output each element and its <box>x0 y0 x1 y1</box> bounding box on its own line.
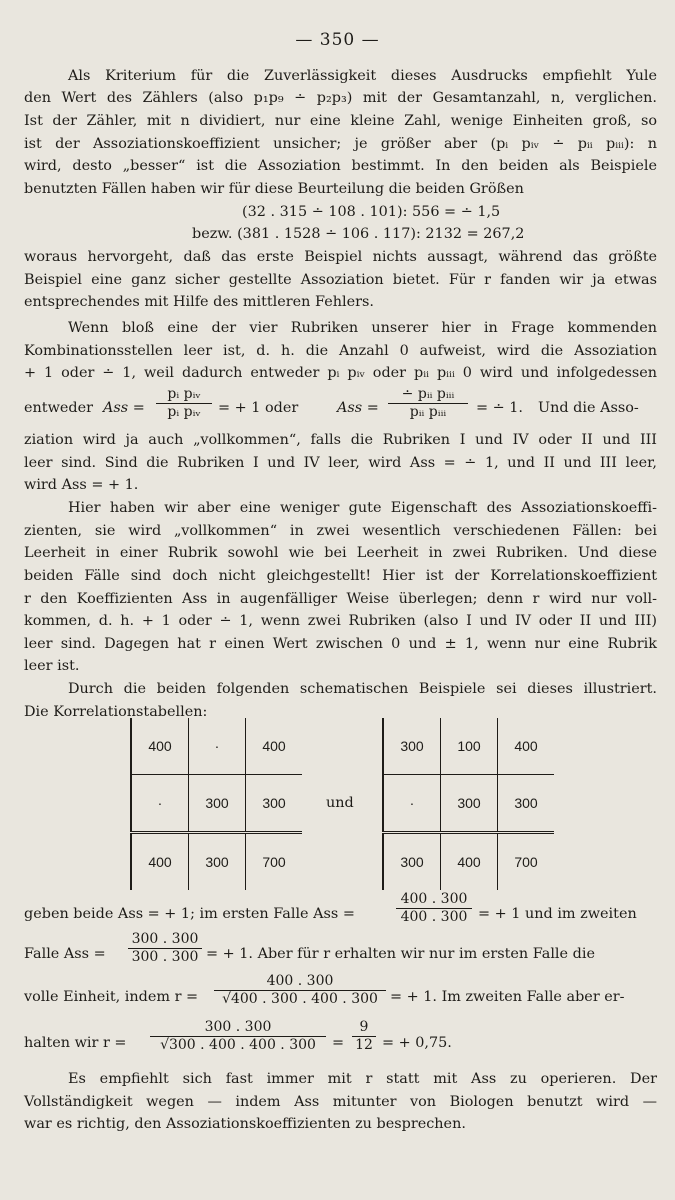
table-cell: · <box>131 775 189 833</box>
after-fraction-4-den: √300 . 400 . 400 . 300 <box>150 1036 326 1054</box>
para3-line: leer sind. Dagegen hat r einen Wert zwischen 0 und ± 1, wenn nur eine Rubrik <box>24 636 657 652</box>
table-cell: · <box>189 718 246 775</box>
para3-line: leer ist. <box>24 658 80 674</box>
para4-line: Durch die beiden folgenden schematischen Beispiele sei dieses illustriert. <box>68 681 657 697</box>
after-fraction-2-den: 300 . 300 <box>128 948 202 966</box>
after-line-2: Falle Ass = <box>24 946 106 962</box>
after-fraction-4-num: 300 . 300 <box>204 1019 272 1035</box>
after-fraction-1-num: 400 . 300 <box>400 891 468 907</box>
eq-fraction-1-num: pᵢ pᵢᵥ <box>167 386 201 402</box>
after-line-4-eq: = <box>332 1035 345 1051</box>
eq-fraction-2-num: ∸ pᵢᵢ pᵢᵢᵢ <box>401 386 455 402</box>
table-cell: 300 <box>498 775 555 833</box>
table-cell: 300 <box>383 833 441 891</box>
eq-fraction-2-den: pᵢᵢ pᵢᵢᵢ <box>388 403 468 421</box>
eq-ass-2: Ass = <box>337 400 379 416</box>
after-line-3: volle Einheit, indem r = <box>24 989 199 1005</box>
after-line-2-tail: = + 1. Aber für r erhalten wir nur im ersten Falle die <box>206 946 595 962</box>
eq-fraction-1-den: pᵢ pᵢᵥ <box>156 403 212 421</box>
para1-line: ist der Assoziationskoeffizient unsicher; je größer aber (pᵢ pᵢᵥ ∸ pᵢᵢ pᵢᵢᵢ): n <box>24 136 657 152</box>
eq-fraction-1 <box>156 386 212 421</box>
para3-line: Hier haben wir aber eine weniger gute Eigenschaft des Assoziationskoeffi- <box>68 500 657 516</box>
table-cell: 300 <box>441 775 498 833</box>
correlation-table-1 <box>130 718 302 890</box>
after-line-1: geben beide Ass = + 1; im ersten Falle Ass = <box>24 906 355 922</box>
para2b-line: leer sind. Sind die Rubriken I und IV leer, wird Ass = ∸ 1, und II und III leer, <box>24 455 657 471</box>
para1b-line: entsprechendes mit Hilfe des mittleren Fehlers. <box>24 294 374 310</box>
para2-line: Kombinationsstellen leer ist, d. h. die Anzahl 0 aufweist, wird die Assoziation <box>24 343 657 359</box>
para3-line: beiden Fälle sind doch nicht gleichgestellt! Hier ist der Korrelationskoeffizient <box>24 568 657 584</box>
eq-result-2: = ∸ 1. <box>476 400 523 416</box>
para5-line: Vollständigkeit wegen — indem Ass mitunter von Biologen benutzt wird — <box>24 1094 657 1110</box>
after-line-1-tail: = + 1 und im zweiten <box>478 906 637 922</box>
table-cell: 400 <box>441 833 498 891</box>
page-number: — 350 — <box>295 30 380 50</box>
table-cell: 700 <box>262 854 286 870</box>
eq-entweder: entweder <box>24 400 94 416</box>
para3-line: kommen, d. h. + 1 oder ∸ 1, wenn zwei Rubriken (also I und IV oder II und III) <box>24 613 657 629</box>
para2-line: Wenn bloß eine der vier Rubriken unserer hier in Frage kommenden <box>68 320 657 336</box>
table-cell: 300 <box>189 775 246 833</box>
para2b-line: wird Ass = + 1. <box>24 477 139 493</box>
after-fraction-5-num: 9 <box>359 1019 369 1035</box>
table-cell: · <box>383 775 441 833</box>
para5-line: Es empfiehlt sich fast immer mit r statt mit Ass zu operieren. Der <box>68 1071 657 1087</box>
para1-line: Als Kriterium für die Zuverlässigkeit dieses Ausdrucks empfiehlt Yule <box>68 68 657 84</box>
after-line-4: halten wir r = <box>24 1035 127 1051</box>
para5-line: war es richtig, den Assoziationskoeffizienten zu besprechen. <box>24 1116 466 1132</box>
para3-line: r den Koeffizienten Ass in augenfälliger Weise überlegen; denn r wird nur voll- <box>24 591 657 607</box>
after-fraction-3 <box>214 973 386 1008</box>
para3-line: zienten, sie wird „vollkommen“ in zwei wesentlich verschiedenen Fällen: bei <box>24 523 657 539</box>
table-cell: 100 <box>441 718 498 775</box>
para1-line: benutzten Fällen haben wir für diese Beurteilung die beiden Größen <box>24 181 524 197</box>
after-fraction-1-den: 400 . 300 <box>396 908 472 926</box>
table-cell: 300 <box>383 718 441 775</box>
table-cell: 400 <box>131 833 189 891</box>
after-line-3-tail: = + 1. Im zweiten Falle aber er- <box>390 989 625 1005</box>
table-cell: 700 <box>514 854 538 870</box>
table-cell: 300 <box>246 775 303 833</box>
after-fraction-2 <box>128 931 202 966</box>
para4-line: Die Korrelationstabellen: <box>24 704 208 720</box>
para1-line: Ist der Zähler, mit n dividiert, nur eine kleine Zahl, wenige Einheiten groß, so <box>24 113 657 129</box>
after-fraction-5 <box>352 1019 376 1054</box>
after-fraction-5-den: 12 <box>352 1036 376 1054</box>
after-fraction-2-num: 300 . 300 <box>131 931 199 947</box>
formula-1: (32 . 315 ∸ 108 . 101): 556 = ∸ 1,5 <box>242 204 501 220</box>
eq-tail: Und die Asso- <box>538 400 639 416</box>
after-fraction-3-den: √400 . 300 . 400 . 300 <box>214 990 386 1008</box>
formula-2: bezw. (381 . 1528 ∸ 106 . 117): 2132 = 267,2 <box>192 226 525 242</box>
table-cell: 300 <box>189 833 246 891</box>
after-fraction-1 <box>396 891 472 926</box>
para1-line: den Wert des Zählers (also p₁p₉ ∸ p₂p₃) mit der Gesamtanzahl, n, verglichen. <box>24 90 657 106</box>
eq-fraction-2 <box>388 386 468 421</box>
para2b-line: ziation wird ja auch „vollkommen“, falls die Rubriken I und IV oder II und III <box>24 432 657 448</box>
eq-ass-1: Ass = <box>103 400 145 416</box>
table-cell: 400 <box>131 718 189 775</box>
und-label: und <box>326 795 354 811</box>
para3-line: Leerheit in einer Rubrik sowohl wie bei Leerheit in zwei Rubriken. Und diese <box>24 545 657 561</box>
para2-line: + 1 oder ∸ 1, weil dadurch entweder pᵢ pᵢᵥ oder pᵢᵢ pᵢᵢᵢ 0 wird und infolgedessen <box>24 365 657 381</box>
para1-line: wird, desto „besser“ ist die Assoziation bestimmt. In den beiden als Beispiele <box>24 158 657 174</box>
eq-result-1: = + 1 oder <box>218 400 299 416</box>
para1b-line: Beispiel eine ganz sicher gestellte Assoziation bietet. Für r fanden wir ja etwas <box>24 272 657 288</box>
after-fraction-4 <box>150 1019 326 1054</box>
para1b-line: woraus hervorgeht, daß das erste Beispiel nichts aussagt, während das größte <box>24 249 657 265</box>
after-fraction-3-num: 400 . 300 <box>266 973 334 989</box>
table-cell: 400 <box>498 718 555 775</box>
after-line-4-tail: = + 0,75. <box>382 1035 452 1051</box>
table-cell: 400 <box>246 718 303 775</box>
correlation-table-2 <box>382 718 554 890</box>
